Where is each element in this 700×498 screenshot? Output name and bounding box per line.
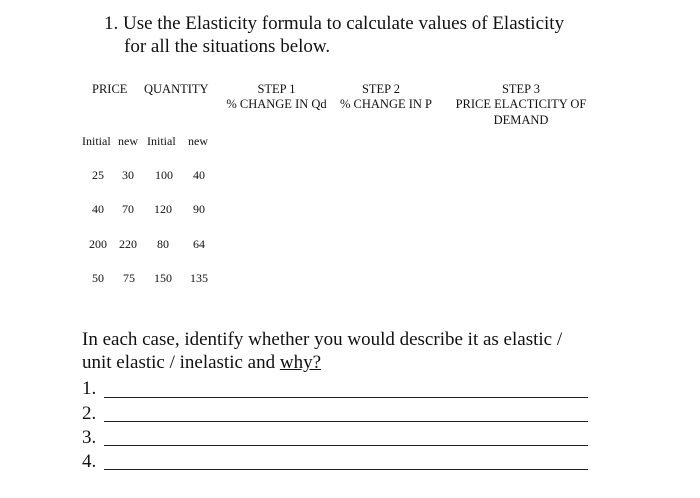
answer-4-number: 4.	[82, 451, 97, 472]
question-2-line-2-prefix: unit elastic / inelastic and	[82, 352, 276, 373]
row-3-price-initial: 200	[89, 237, 107, 251]
question-2-line-1: In each case, identify whether you would describe it as elastic /	[82, 329, 563, 350]
row-3-qty-new: 64	[193, 237, 205, 251]
question-2-line-2	[82, 351, 321, 375]
subheader-qty-initial: Initial	[147, 134, 176, 148]
header-step3-line2: DEMAND	[493, 113, 549, 127]
header-step3-title: STEP 3	[501, 82, 541, 96]
subheader-qty-new: new	[188, 134, 208, 148]
row-3-price-new: 220	[119, 237, 137, 251]
question-2-why: why?	[279, 352, 322, 373]
header-step2-title: STEP 2	[361, 82, 401, 96]
row-4-price-initial: 50	[92, 271, 104, 285]
answer-1-line[interactable]	[104, 397, 588, 398]
row-2-qty-initial: 120	[154, 202, 172, 216]
answer-3-line[interactable]	[104, 445, 588, 446]
row-1-qty-new: 40	[193, 168, 205, 182]
answer-3-number: 3.	[82, 427, 97, 448]
answer-4-line[interactable]	[104, 469, 588, 470]
header-quantity: QUANTITY	[144, 82, 209, 96]
answer-2-number: 2.	[82, 403, 97, 424]
header-step1-sub: % CHANGE IN Qd	[226, 97, 327, 111]
row-4-qty-new: 135	[190, 271, 208, 285]
answer-2-line[interactable]	[104, 421, 588, 422]
subheader-price-new: new	[118, 134, 138, 148]
header-step1-title: STEP 1	[257, 82, 296, 96]
row-4-qty-initial: 150	[154, 271, 172, 285]
row-2-qty-new: 90	[193, 202, 205, 216]
row-2-price-initial: 40	[92, 202, 104, 216]
row-1-price-initial: 25	[92, 168, 104, 182]
header-step2-sub: % CHANGE IN P	[339, 97, 432, 111]
question-1-line-1: 1. Use the Elasticity formula to calculate values of Elasticity	[104, 13, 565, 34]
row-1-price-new: 30	[122, 168, 134, 182]
row-4-price-new: 75	[123, 271, 135, 285]
row-1-qty-initial: 100	[155, 168, 173, 182]
header-price: PRICE	[92, 82, 128, 96]
row-3-qty-initial: 80	[157, 237, 169, 251]
answer-1-number: 1.	[82, 378, 97, 399]
row-2-price-new: 70	[122, 202, 134, 216]
header-step3-line1: PRICE ELACTICITY OF	[455, 97, 587, 111]
question-1-line-2: for all the situations below.	[124, 36, 331, 57]
subheader-price-initial: Initial	[82, 134, 111, 148]
